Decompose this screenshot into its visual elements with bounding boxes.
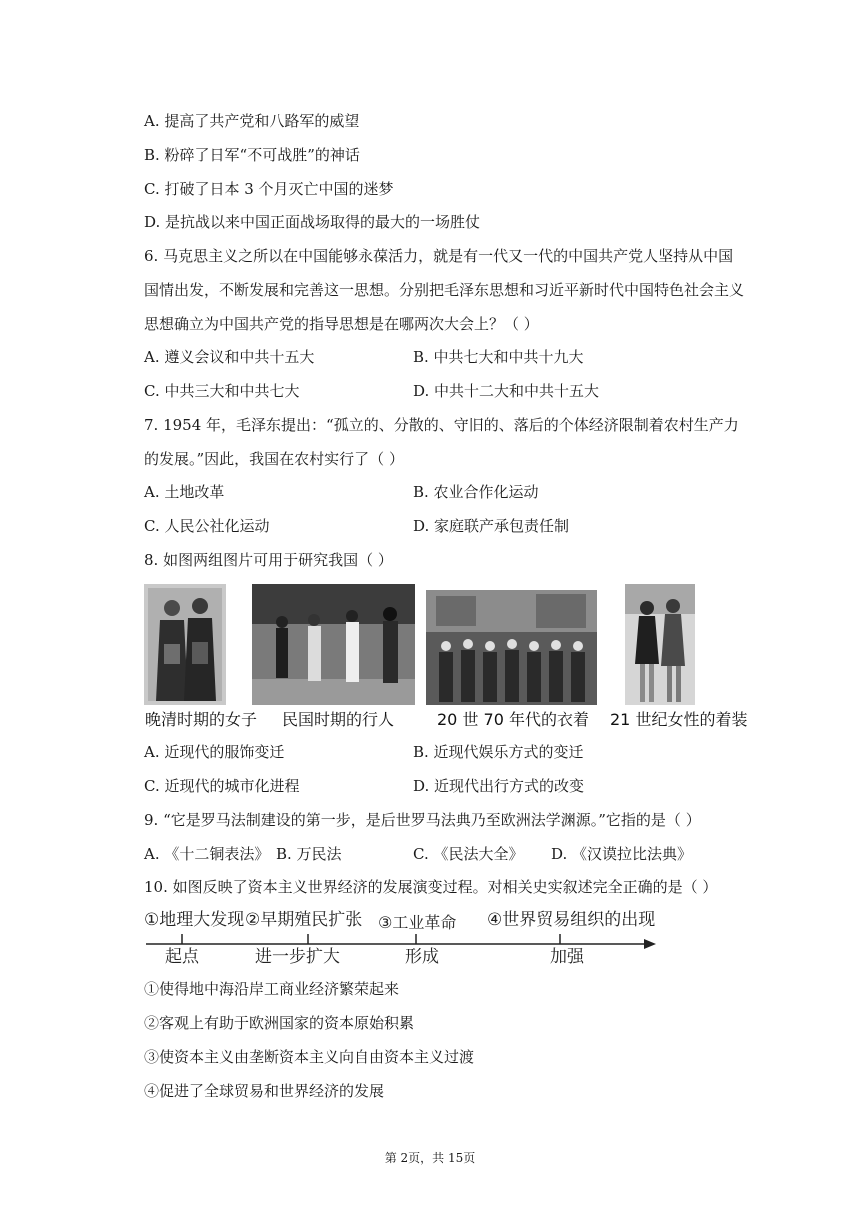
q10-item-3: ③使资本主义由垄断资本主义向自由资本主义过渡 (144, 1048, 475, 1066)
q7-option-c: C. 人民公社化运动 (144, 517, 270, 535)
q6-stem-line-2: 国情出发，不断发展和完善这一思想。分别把毛泽东思想和习近平新时代中国特色社会主义 (144, 281, 745, 299)
timeline-label-4: ④世界贸易组织的出现 (487, 910, 656, 930)
caption-republican: 民国时期的行人 (282, 710, 395, 729)
q6-option-b: B. 中共七大和中共十九大 (413, 348, 584, 366)
page-footer: 第 2页，共 15页 (384, 1151, 476, 1165)
q10-stem: 10. 如图反映了资本主义世界经济的发展演变过程。对相关史实叙述完全正确的是（ ） (144, 878, 718, 896)
q6-option-a: A. 遵义会议和中共十五大 (144, 348, 315, 366)
timeline-stage-1: 起点 (165, 947, 199, 967)
photo-late-qing-women (144, 584, 226, 705)
caption-late-qing: 晚清时期的女子 (145, 710, 258, 729)
q8-option-c: C. 近现代的城市化进程 (144, 777, 300, 795)
q7-option-d: D. 家庭联产承包责任制 (413, 517, 570, 535)
caption-21st-century: 21 世纪女性的着装 (610, 710, 748, 729)
q7-stem-line-1: 7. 1954 年，毛泽东提出：“孤立的、分散的、守旧的、落后的个体经济限制着农村生产力 (144, 416, 739, 434)
photo-republican-pedestrians (252, 584, 415, 705)
q6-option-d: D. 中共十二大和中共十五大 (413, 382, 600, 400)
q9-stem: 9. “它是罗马法制建设的第一步，是后世罗马法典乃至欧洲法学渊源。”它指的是（ ） (144, 811, 701, 829)
timeline-label-3: ③工业革命 (378, 913, 457, 932)
q6-stem-line-1: 6. 马克思主义之所以在中国能够永葆活力，就是有一代又一代的中国共产党人坚持从中国 (144, 247, 734, 265)
q6-option-c: C. 中共三大和中共七大 (144, 382, 300, 400)
q7-option-a: A. 土地改革 (144, 483, 225, 501)
q8-option-b: B. 近现代娱乐方式的变迁 (413, 743, 584, 761)
q6-stem-line-3: 思想确立为中国共产党的指导思想是在哪两次大会上？（ ） (144, 315, 539, 333)
q9-option-d: D. 《汉谟拉比法典》 (551, 845, 693, 863)
timeline-stage-3: 形成 (405, 947, 439, 967)
photo-21st-century-women (625, 584, 695, 705)
photo-1970s-clothing (426, 590, 597, 705)
q9-option-c: C. 《民法大全》 (413, 845, 524, 863)
q5-option-a: A. 提高了共产党和八路军的威望 (144, 112, 360, 130)
q7-option-b: B. 农业合作化运动 (413, 483, 539, 501)
timeline-label-1: ①地理大发现 (144, 910, 245, 930)
q7-stem-line-2: 的发展。”因此，我国在农村实行了（ ） (144, 450, 404, 468)
q9-option-a: A. 《十二铜表法》 (144, 845, 270, 863)
q10-item-1: ①使得地中海沿岸工商业经济繁荣起来 (144, 980, 400, 998)
timeline-stage-2: 进一步扩大 (255, 947, 340, 967)
caption-1970s: 20 世 70 年代的衣着 (437, 710, 589, 729)
q5-option-d: D. 是抗战以来中国正面战场取得的最大的一场胜仗 (144, 213, 481, 231)
timeline-label-2: ②早期殖民扩张 (245, 910, 363, 930)
q8-option-d: D. 近现代出行方式的改变 (413, 777, 585, 795)
q5-option-b: B. 粉碎了日军“不可战胜”的神话 (144, 146, 360, 164)
q10-item-2: ②客观上有助于欧洲国家的资本原始积累 (144, 1014, 415, 1032)
q8-stem: 8. 如图两组图片可用于研究我国（ ） (144, 551, 393, 569)
q5-option-c: C. 打破了日本 3 个月灭亡中国的迷梦 (144, 180, 394, 198)
q8-option-a: A. 近现代的服饰变迁 (144, 743, 285, 761)
q9-option-b: B. 万民法 (276, 845, 342, 863)
q10-item-4: ④促进了全球贸易和世界经济的发展 (144, 1082, 385, 1100)
timeline-stage-4: 加强 (550, 947, 584, 967)
